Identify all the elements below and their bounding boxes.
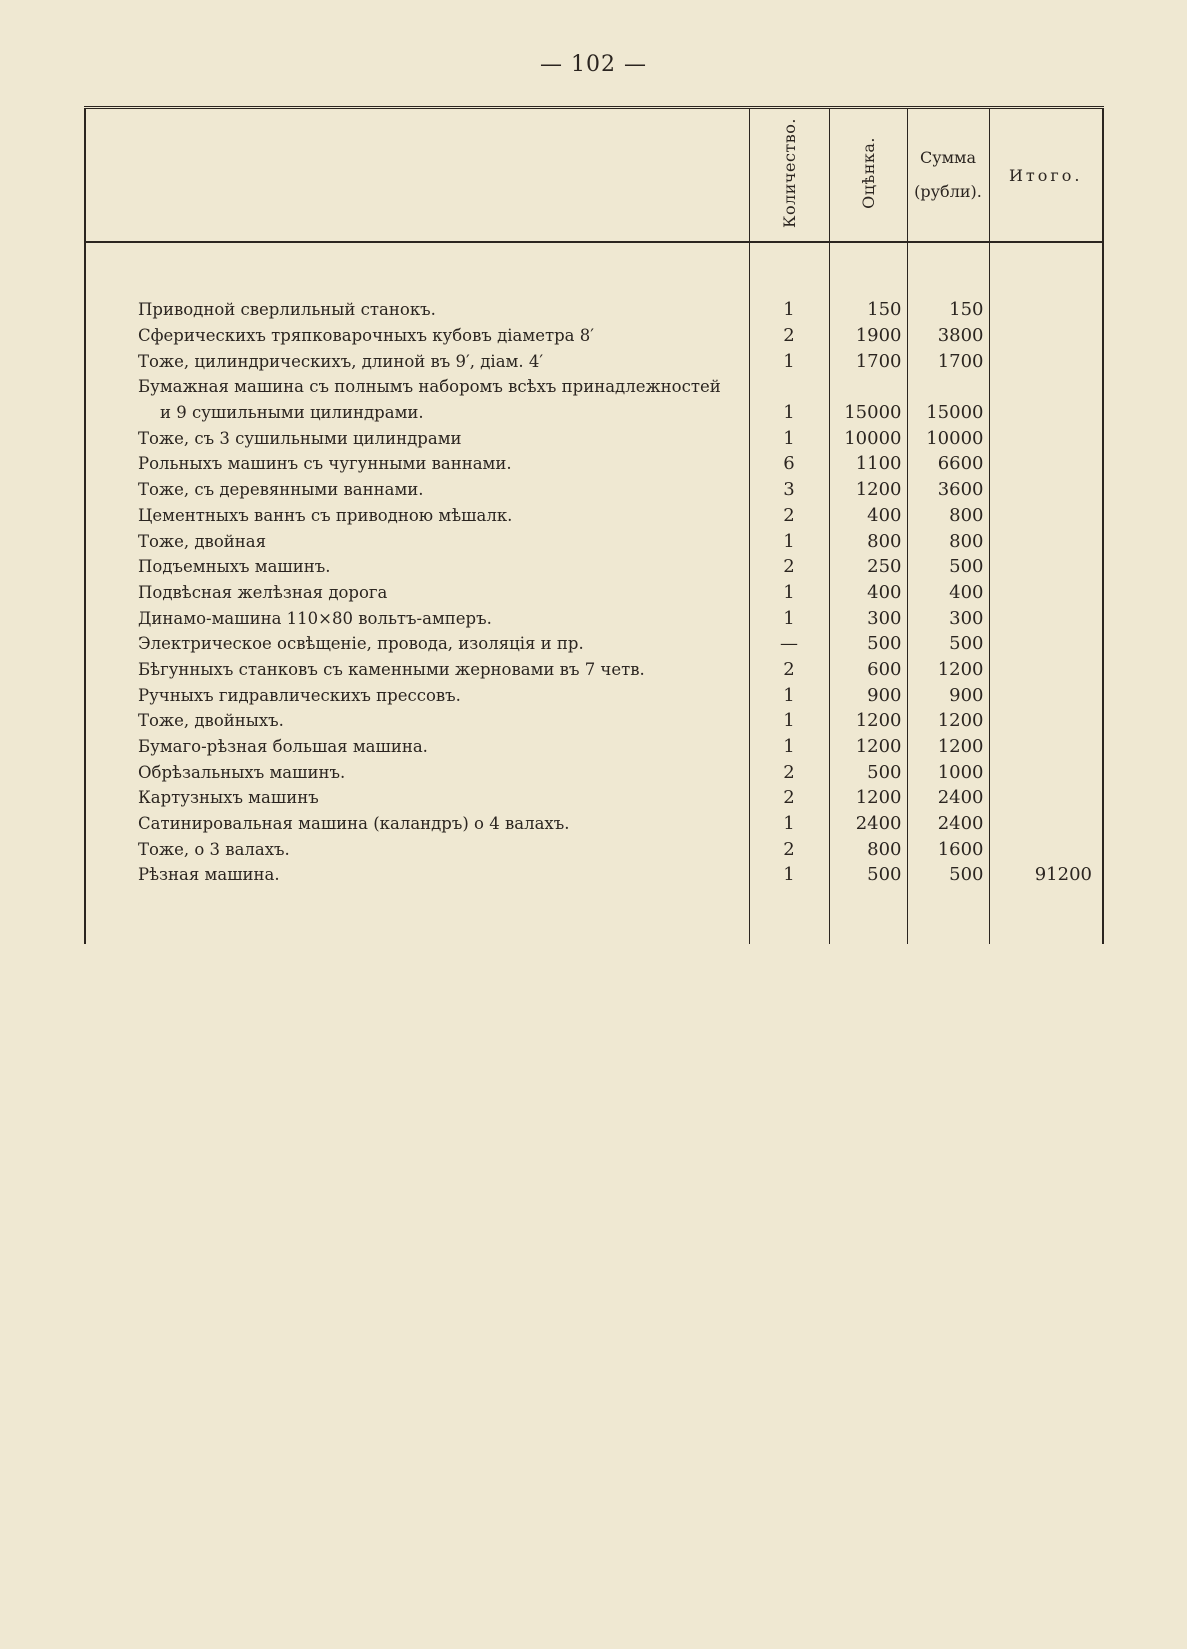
item-quantity-cell: 1 <box>749 605 829 631</box>
item-quantity-cell: 1 <box>749 425 829 451</box>
item-sum-cell: 10000 <box>907 425 989 451</box>
item-quantity-cell: 2 <box>749 836 829 862</box>
item-total-cell <box>989 631 1103 657</box>
item-estimate-cell: 250 <box>829 554 907 580</box>
item-sum-cell: 300 <box>907 605 989 631</box>
item-quantity-cell: 1 <box>749 682 829 708</box>
item-estimate-cell: 800 <box>829 528 907 554</box>
item-quantity-cell: 6 <box>749 451 829 477</box>
item-total-cell <box>989 374 1103 400</box>
item-estimate-cell: 400 <box>829 503 907 529</box>
item-quantity-cell: 2 <box>749 759 829 785</box>
item-total-cell <box>989 323 1103 349</box>
item-quantity-cell: — <box>749 631 829 657</box>
item-estimate-cell: 800 <box>829 836 907 862</box>
page-number: — 102 — <box>540 52 647 77</box>
item-estimate-cell: 500 <box>829 759 907 785</box>
item-quantity-cell: 2 <box>749 503 829 529</box>
item-estimate-cell <box>829 374 907 400</box>
item-sum-cell: 1200 <box>907 657 989 683</box>
item-name-cell: Сатинировальная машина (каландръ) о 4 валахъ. <box>85 811 749 837</box>
table-row <box>85 323 1103 349</box>
item-quantity-cell: 2 <box>749 657 829 683</box>
item-name-cell: Рѣзная машина. <box>85 862 749 888</box>
item-estimate-cell: 900 <box>829 682 907 708</box>
item-estimate-cell: 300 <box>829 605 907 631</box>
table-row <box>85 451 1103 477</box>
item-total-cell: 91200 <box>989 862 1103 888</box>
item-quantity-cell: 1 <box>749 734 829 760</box>
table-row <box>85 400 1103 426</box>
item-estimate-cell: 1200 <box>829 785 907 811</box>
item-sum-cell: 3800 <box>907 323 989 349</box>
item-name-cell: Тоже, съ деревянными ваннами. <box>85 477 749 503</box>
item-quantity-cell: 2 <box>749 785 829 811</box>
item-quantity-cell: 1 <box>749 862 829 888</box>
item-name-cell: Бумаго-рѣзная большая машина. <box>85 734 749 760</box>
item-sum-cell: 3600 <box>907 477 989 503</box>
table-tail-row <box>85 888 1103 944</box>
header-estimate: Оцѣнка. <box>829 108 907 243</box>
item-total-cell <box>989 657 1103 683</box>
item-name-cell: Тоже, съ 3 сушильными цилиндрами <box>85 425 749 451</box>
item-sum-cell: 1200 <box>907 708 989 734</box>
table-spacer-row <box>85 242 1103 297</box>
item-estimate-cell: 1100 <box>829 451 907 477</box>
item-total-cell <box>989 528 1103 554</box>
item-sum-cell: 1600 <box>907 836 989 862</box>
item-total-cell <box>989 811 1103 837</box>
item-name-cell: Сферическихъ тряпковарочныхъ кубовъ діаметра 8′ <box>85 323 749 349</box>
table-row <box>85 682 1103 708</box>
item-estimate-cell: 500 <box>829 862 907 888</box>
item-estimate-cell: 1900 <box>829 323 907 349</box>
item-total-cell <box>989 734 1103 760</box>
item-name-cell: Цементныхъ ваннъ съ приводною мѣшалк. <box>85 503 749 529</box>
item-sum-cell <box>907 374 989 400</box>
item-name-cell: Тоже, о 3 валахъ. <box>85 836 749 862</box>
item-name-cell: Электрическое освѣщеніе, провода, изоляція и пр. <box>85 631 749 657</box>
header-total: Итого. <box>989 108 1103 243</box>
item-estimate-cell: 150 <box>829 297 907 323</box>
item-sum-cell: 150 <box>907 297 989 323</box>
item-sum-cell: 800 <box>907 503 989 529</box>
item-total-cell <box>989 554 1103 580</box>
table-row <box>85 631 1103 657</box>
item-name-cell: Подъемныхъ машинъ. <box>85 554 749 580</box>
item-sum-cell: 500 <box>907 631 989 657</box>
item-quantity-cell: 1 <box>749 708 829 734</box>
item-quantity-cell <box>749 374 829 400</box>
table-row <box>85 297 1103 323</box>
table-row <box>85 580 1103 606</box>
item-quantity-cell: 1 <box>749 811 829 837</box>
item-quantity-cell: 2 <box>749 323 829 349</box>
table-row <box>85 862 1103 888</box>
item-estimate-cell: 1200 <box>829 477 907 503</box>
header-quantity: Количество. <box>749 108 829 243</box>
item-name-cell: Ручныхъ гидравлическихъ прессовъ. <box>85 682 749 708</box>
table-row <box>85 811 1103 837</box>
item-sum-cell: 1200 <box>907 734 989 760</box>
item-name-cell: Подвѣсная желѣзная дорога <box>85 580 749 606</box>
item-sum-cell: 800 <box>907 528 989 554</box>
equipment-table <box>84 106 1102 926</box>
item-total-cell <box>989 400 1103 426</box>
item-total-cell <box>989 477 1103 503</box>
item-total-cell <box>989 836 1103 862</box>
table-row <box>85 759 1103 785</box>
item-sum-cell: 2400 <box>907 811 989 837</box>
item-sum-cell: 6600 <box>907 451 989 477</box>
table-row <box>85 348 1103 374</box>
item-name-cell: Картузныхъ машинъ <box>85 785 749 811</box>
item-total-cell <box>989 759 1103 785</box>
item-quantity-cell: 2 <box>749 554 829 580</box>
item-name-cell: Приводной сверлильный станокъ. <box>85 297 749 323</box>
item-sum-cell: 500 <box>907 554 989 580</box>
item-total-cell <box>989 297 1103 323</box>
item-name-cell: Рольныхъ машинъ съ чугунными ваннами. <box>85 451 749 477</box>
item-total-cell <box>989 425 1103 451</box>
item-total-cell <box>989 348 1103 374</box>
table-row <box>85 785 1103 811</box>
table-row <box>85 374 1103 400</box>
table-row <box>85 503 1103 529</box>
item-quantity-cell: 1 <box>749 348 829 374</box>
item-name-cell: и 9 сушильными цилиндрами. <box>85 400 749 426</box>
item-estimate-cell: 400 <box>829 580 907 606</box>
table-row <box>85 605 1103 631</box>
item-total-cell <box>989 785 1103 811</box>
item-estimate-cell: 10000 <box>829 425 907 451</box>
item-name-cell: Обрѣзальныхъ машинъ. <box>85 759 749 785</box>
table-row <box>85 554 1103 580</box>
item-name-cell: Динамо-машина 110×80 вольтъ-амперъ. <box>85 605 749 631</box>
item-total-cell <box>989 708 1103 734</box>
item-name-cell: Бѣгунныхъ станковъ съ каменными жерновами въ 7 четв. <box>85 657 749 683</box>
item-estimate-cell: 1200 <box>829 708 907 734</box>
item-total-cell <box>989 580 1103 606</box>
item-sum-cell: 500 <box>907 862 989 888</box>
item-total-cell <box>989 682 1103 708</box>
item-sum-cell: 1700 <box>907 348 989 374</box>
item-name-cell: Тоже, цилиндрическихъ, длиной въ 9′, діам. 4′ <box>85 348 749 374</box>
item-estimate-cell: 1700 <box>829 348 907 374</box>
table-row <box>85 477 1103 503</box>
item-total-cell <box>989 451 1103 477</box>
item-estimate-cell: 1200 <box>829 734 907 760</box>
table-row <box>85 734 1103 760</box>
item-sum-cell: 400 <box>907 580 989 606</box>
item-total-cell <box>989 503 1103 529</box>
item-total-cell <box>989 605 1103 631</box>
item-name-cell: Тоже, двойная <box>85 528 749 554</box>
item-sum-cell: 900 <box>907 682 989 708</box>
item-quantity-cell: 1 <box>749 580 829 606</box>
item-sum-cell: 15000 <box>907 400 989 426</box>
item-estimate-cell: 2400 <box>829 811 907 837</box>
item-quantity-cell: 1 <box>749 297 829 323</box>
item-name-cell: Тоже, двойныхъ. <box>85 708 749 734</box>
item-estimate-cell: 500 <box>829 631 907 657</box>
table-row <box>85 836 1103 862</box>
table-row <box>85 657 1103 683</box>
item-quantity-cell: 1 <box>749 528 829 554</box>
table-row <box>85 528 1103 554</box>
table-row <box>85 708 1103 734</box>
header-sum: Сумма (рубли). <box>907 108 989 243</box>
item-estimate-cell: 600 <box>829 657 907 683</box>
item-quantity-cell: 1 <box>749 400 829 426</box>
item-estimate-cell: 15000 <box>829 400 907 426</box>
table-row <box>85 425 1103 451</box>
item-name-cell: Бумажная машина съ полнымъ наборомъ всѣхъ принадлежностей <box>85 374 749 400</box>
item-quantity-cell: 3 <box>749 477 829 503</box>
item-sum-cell: 2400 <box>907 785 989 811</box>
header-name <box>85 108 749 243</box>
table-header-row <box>85 108 1103 243</box>
item-sum-cell: 1000 <box>907 759 989 785</box>
